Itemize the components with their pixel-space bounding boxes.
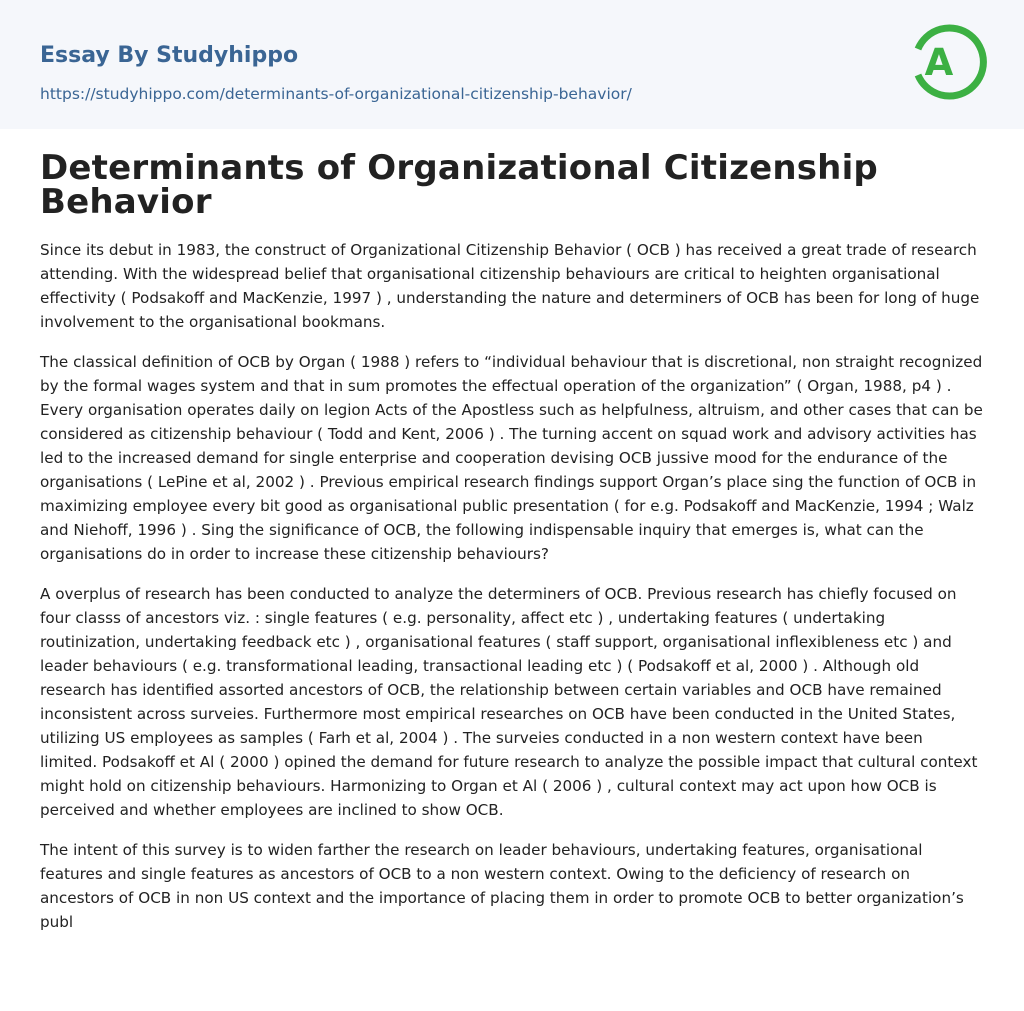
article-title: Determinants of Organizational Citizenship Behavior bbox=[40, 148, 878, 222]
article-paragraph-3: A overplus of research has been conducted to analyze the determiners of OCB. Previous research has chiefly focused on four classs of ancestors viz. : single features ( e.g. personality, affect etc ) , undertaking features ( undertaking routinization, undertaking feedback etc ) , organisational features ( staff support, organisational inflexibleness etc ) and leader behaviours ( e.g. transformational leading, transactional leading etc ) ( Podsakoff et al, 2000 ) . Although old research has identified assorted ancestors of OCB, the relationship between certain variables and OCB have remained inconsistent across surveies. Furthermore most empirical researches on OCB have been conducted in the United States, utilizing US employees as samples ( Farh et al, 2004 ) . The surveies conducted in a non western context have been limited. Podsakoff et Al ( 2000 ) opined the demand for future research to analyze the possible impact that cultural context might hold on citizenship behaviours. Harmonizing to Organ et Al ( 2006 ) , cultural context may act upon how OCB is perceived and whether employees are inclined to show OCB. bbox=[40, 585, 978, 819]
article bbox=[0, 129, 1024, 934]
site-header bbox=[0, 0, 1024, 129]
studyhippo-logo-icon[interactable] bbox=[912, 19, 988, 105]
article-paragraph-2: The classical definition of OCB by Organ ( 1988 ) refers to “individual behaviour that is discretional, non straight recognized by the formal wages system and that in sum promotes the effectual operation of the organization” ( Organ, 1988, p4 ) . Every organisation operates daily on legion Acts of the Apostless such as helpfulness, altruism, and other cases that can be considered as citizenship behaviour ( Todd and Kent, 2006 ) . The turning accent on squad work and advisory activities has led to the increased demand for single enterprise and cooperation devising OCB jussive mood for the endurance of the organisations ( LePine et al, 2002 ) . Previous empirical research findings support Organ’s place sing the function of OCB in maximizing employee every bit good as organisational public presentation ( for e.g. Podsakoff and MacKenzie, 1994 ; Walz and Niehoff, 1996 ) . Sing the significance of OCB, the following indispensable inquiry that emerges is, what can the organisations do in order to increase these citizenship behaviours? bbox=[40, 353, 983, 563]
source-url-link[interactable]: https://studyhippo.com/determinants-of-organizational-citizenship-behavior/ bbox=[40, 85, 632, 103]
article-paragraph-4: The intent of this survey is to widen farther the research on leader behaviours, undertaking features, organisational features and single features as ancestors of OCB to a non western context. Owing to the deficiency of research on ancestors of OCB in non US context and the importance of placing them in order to promote OCB to better organization’s publ bbox=[40, 841, 964, 931]
logo-letter: A bbox=[924, 41, 954, 84]
article-paragraph-1: Since its debut in 1983, the construct of Organizational Citizenship Behavior ( OCB ) has received a great trade of research attending. With the widespread belief that organisational citizenship behaviours are critical to heighten organisational effectivity ( Podsakoff and MacKenzie, 1997 ) , understanding the nature and determiners of OCB has been for long of huge involvement to the organisational bookmans. bbox=[40, 241, 980, 331]
site-brand[interactable]: Essay By Studyhippo bbox=[40, 43, 299, 68]
